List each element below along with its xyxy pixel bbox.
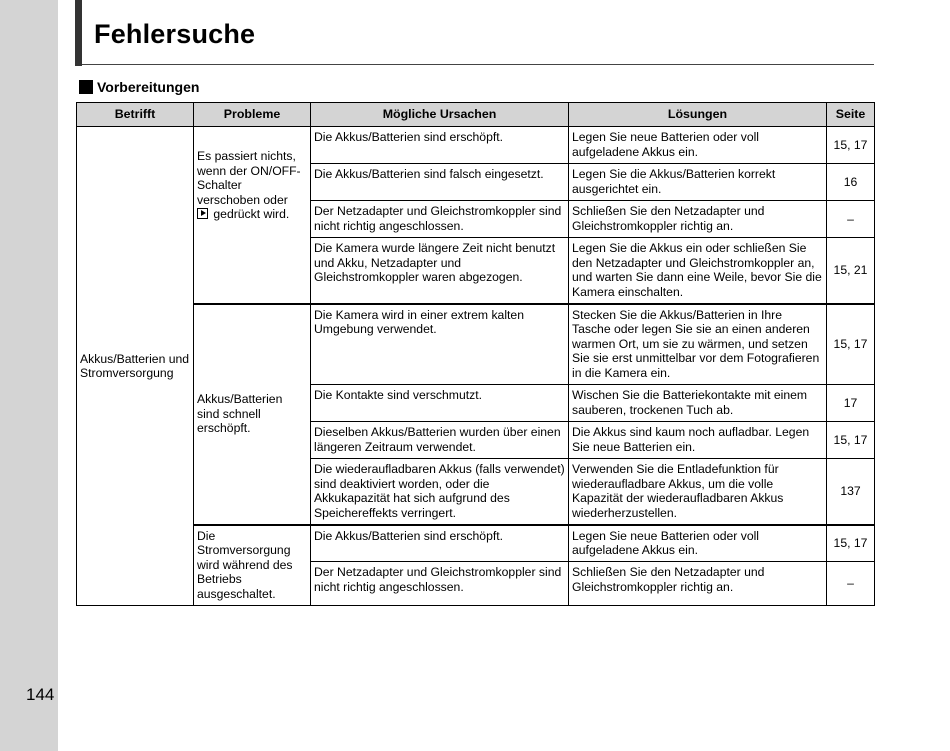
header-loesungen: Lösungen [569,103,827,127]
solution-cell: Legen Sie neue Batterien oder voll aufgeladene Akkus ein. [569,127,827,164]
solution-cell: Schließen Sie den Netzadapter und Gleichstromkoppler richtig an. [569,201,827,238]
cause-cell: Dieselben Akkus/Batterien wurden über einen längeren Zeitraum verwendet. [311,422,569,459]
solution-cell: Die Akkus sind kaum noch aufladbar. Legen Sie neue Batterien ein. [569,422,827,459]
problem-cell: Akkus/Batterien sind schnell erschöpft. [194,304,311,525]
page-ref-cell: 137 [827,459,875,525]
solution-cell: Schließen Sie den Netzadapter und Gleichstromkoppler richtig an. [569,562,827,606]
page-ref-cell: 15, 17 [827,304,875,385]
problem-text-suffix: gedrückt wird. [213,207,290,221]
section-heading [79,79,199,95]
page-ref-cell: – [827,562,875,606]
section-square-icon [79,80,93,94]
solution-cell: Wischen Sie die Batteriekontakte mit einem sauberen, trockenen Tuch ab. [569,385,827,422]
section-title: Vorbereitungen [97,79,200,95]
page-ref-cell: 15, 17 [827,127,875,164]
playback-button-icon [197,208,208,219]
page-ref-cell: 16 [827,164,875,201]
page-title: Fehlersuche [94,19,256,49]
page-number: 144 [26,685,55,704]
solution-cell: Verwenden Sie die Entladefunktion für wiederaufladbare Akkus, um die volle Kapazität der wiederaufladbaren Akkus wiederherzustellen. [569,459,827,525]
solution-cell: Legen Sie neue Batterien oder voll aufgeladene Akkus ein. [569,525,827,562]
cause-cell: Die Akkus/Batterien sind erschöpft. [311,525,569,562]
cause-cell: Die Kamera wird in einer extrem kalten Umgebung verwendet. [311,304,569,385]
cause-cell: Der Netzadapter und Gleichstromkoppler sind nicht richtig angeschlossen. [311,562,569,606]
cause-cell: Die wiederaufladbaren Akkus (falls verwendet) sind deaktiviert worden, oder die Akkukapazität hat sich aufgrund des Speichereffekts verringert. [311,459,569,525]
cause-cell: Die Kontakte sind verschmutzt. [311,385,569,422]
subject-cell: Akkus/Batterien und Stromversorgung [77,127,194,606]
header-ursachen: Mögliche Ursachen [311,103,569,127]
solution-cell: Legen Sie die Akkus ein oder schließen Sie den Netzadapter und Gleichstromkoppler an, und warten Sie dann eine Weile, bevor Sie die Kamera einschalten. [569,238,827,304]
problem-cell [194,127,311,304]
solution-cell: Stecken Sie die Akkus/Batterien in Ihre Tasche oder legen Sie sie an einen anderen warmen Ort, um sie zu wärmen, und setzen Sie sie erst unmittelbar vor dem Fotografieren in die Kamera ein. [569,304,827,385]
table-row [77,304,875,385]
header-probleme: Probleme [194,103,311,127]
table-row [77,525,875,562]
cause-cell: Die Akkus/Batterien sind falsch eingesetzt. [311,164,569,201]
cause-cell: Die Kamera wurde längere Zeit nicht benutzt und Akku, Netzadapter und Gleichstromkoppler waren abgezogen. [311,238,569,304]
page-ref-cell: – [827,201,875,238]
cause-cell: Der Netzadapter und Gleichstromkoppler sind nicht richtig angeschlossen. [311,201,569,238]
page-margin-strip [0,0,58,751]
page-ref-cell: 15, 17 [827,525,875,562]
header-betrifft: Betrifft [77,103,194,127]
table-header-row [77,103,875,127]
header-seite: Seite [827,103,875,127]
title-divider [82,64,874,65]
problem-cell: Die Stromversorgung wird während des Betriebs ausgeschaltet. [194,525,311,606]
page-ref-cell: 15, 17 [827,422,875,459]
cause-cell: Die Akkus/Batterien sind erschöpft. [311,127,569,164]
title-accent-bar [75,0,82,66]
table-row [77,127,875,164]
problem-text: Es passiert nichts, wenn der ON/OFF-Schalter verschoben oder [197,149,301,207]
troubleshooting-table [76,102,875,606]
solution-cell: Legen Sie die Akkus/Batterien korrekt ausgerichtet ein. [569,164,827,201]
page-ref-cell: 15, 21 [827,238,875,304]
page-ref-cell: 17 [827,385,875,422]
